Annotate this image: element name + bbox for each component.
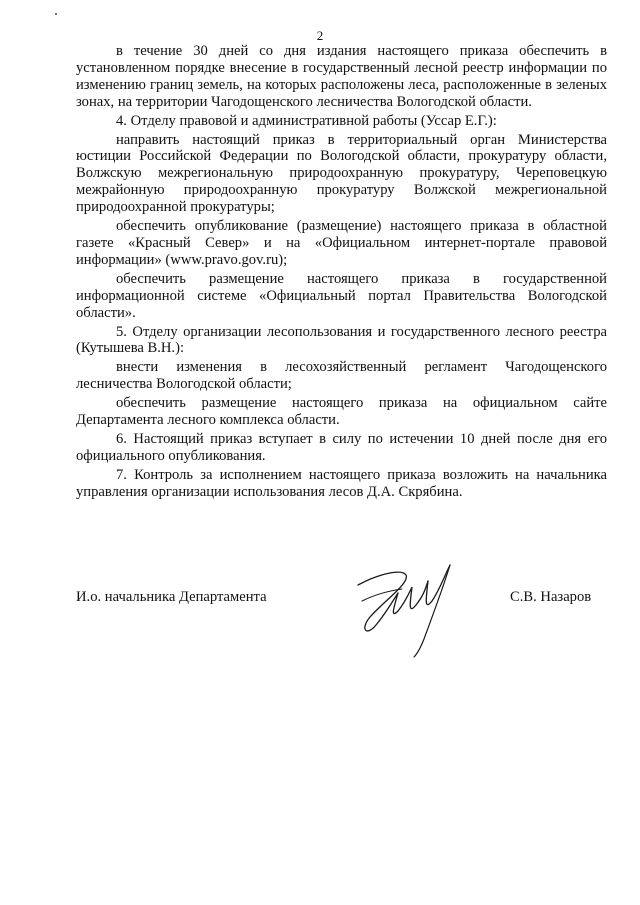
paragraph-4: обеспечить опубликование (размещение) настоящего приказа в областной газете «Красный Север» и на «Официальном интернет-портале правовой информации» (www.pravo.gov.ru); (76, 218, 607, 268)
scan-speck (55, 13, 57, 15)
paragraph-8: обеспечить размещение настоящего приказа на официальном сайте Департамента лесного комплекса области. (76, 395, 607, 429)
signatory-title: И.о. начальника Департамента (76, 589, 267, 605)
paragraph-10: 7. Контроль за исполнением настоящего приказа возложить на начальника управления организации использования лесов Д.А. Скрябина. (76, 466, 607, 500)
paragraph-7: внести изменения в лесохозяйственный регламент Чагодощенского лесничества Вологодской области; (76, 359, 607, 393)
paragraph-2: 4. Отделу правовой и административной работы (Уссар Е.Г.): (116, 112, 497, 129)
paragraph-6: 5. Отделу организации лесопользования и государственного лесного реестра (Кутышева В.Н.): (76, 323, 607, 357)
paragraph-1: в течение 30 дней со дня издания настоящего приказа обеспечить в установленном порядке внесение в государственный лесной реестр информации по изменению границ земель, на которых расположены леса, расположенные в зеленых зонах, на территории Чагодощенского лесничества Вологодской области. (76, 43, 607, 110)
paragraph-5: обеспечить размещение настоящего приказа в государственной информационной системе «Официальный портал Правительства Вологодской области». (76, 270, 607, 321)
paragraph-3: направить настоящий приказ в территориальный орган Министерства юстиции Российской Федерации по Вологодской области, прокуратуру области, Волжскую межрегиональную природоохранную прокуратуру, Череповецкую межрайонную природоохранную прокуратуру Волжской межрегиональной природоохранной прокуратуры; (76, 131, 607, 216)
signatory-name: С.В. Назаров (510, 589, 592, 605)
paragraph-9: 6. Настоящий приказ вступает в силу по истечении 10 дней после дня его официального опубликования. (76, 430, 607, 464)
document-body (76, 43, 607, 501)
handwritten-signature (340, 555, 470, 660)
page-number: 2 (316, 28, 324, 43)
